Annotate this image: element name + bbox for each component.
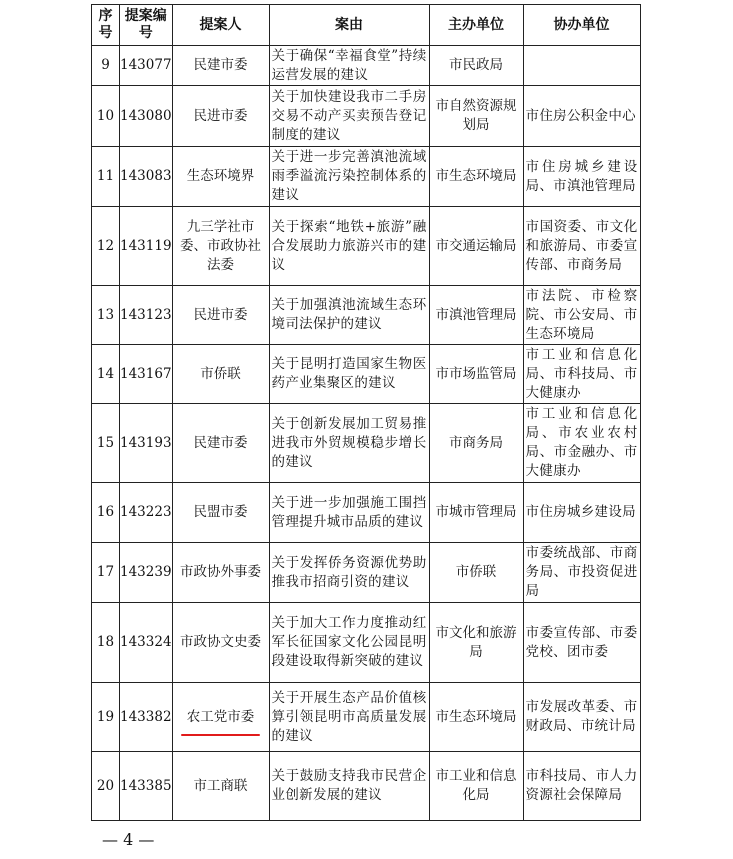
row-proposer: 农工党市委 <box>186 708 255 725</box>
row-subject: 关于加强滇池流域生态环境司法保护的建议 <box>269 286 429 345</box>
table-row <box>92 483 641 543</box>
table-row <box>92 207 641 286</box>
table-row <box>92 286 641 345</box>
row-co-unit: 市工业和信息化局、市科技局、市大健康办 <box>523 345 640 404</box>
row-serial-number: 16 <box>92 483 120 543</box>
row-host-unit: 市交通运输局 <box>429 207 523 286</box>
row-subject: 关于鼓励支持我市民营企业创新发展的建议 <box>269 752 429 821</box>
row-subject: 关于探索“地铁+旅游”融合发展助力旅游兴市的建议 <box>269 207 429 286</box>
row-proposal-code: 143080 <box>120 86 173 147</box>
row-proposer: 民建市委 <box>172 46 269 86</box>
row-subject: 关于昆明打造国家生物医药产业集聚区的建议 <box>269 345 429 404</box>
row-subject: 关于开展生态产品价值核算引领昆明市高质量发展的建议 <box>269 683 429 752</box>
row-co-unit: 市国资委、市文化和旅游局、市委宣传部、市商务局 <box>523 207 640 286</box>
table-row <box>92 86 641 147</box>
row-serial-number: 15 <box>92 404 120 483</box>
row-proposal-code: 143223 <box>120 483 173 543</box>
row-host-unit: 市文化和旅游局 <box>429 603 523 683</box>
row-co-unit: 市委统战部、市商务局、市投资促进局 <box>523 543 640 603</box>
row-co-unit: 市工业和信息化局、市农业农村局、市金融办、市大健康办 <box>523 404 640 483</box>
row-host-unit: 市生态环境局 <box>429 147 523 207</box>
header-co-unit: 协办单位 <box>523 5 640 46</box>
row-serial-number: 14 <box>92 345 120 404</box>
table-row <box>92 543 641 603</box>
header-subject: 案由 <box>269 5 429 46</box>
row-proposer: 民建市委 <box>172 404 269 483</box>
header-host-unit: 主办单位 <box>429 5 523 46</box>
row-co-unit <box>523 46 640 86</box>
row-proposal-code: 143193 <box>120 404 173 483</box>
row-serial-number: 9 <box>92 46 120 86</box>
row-host-unit: 市民政局 <box>429 46 523 86</box>
table-row <box>92 147 641 207</box>
row-subject: 关于确保“幸福食堂”持续运营发展的建议 <box>269 46 429 86</box>
row-proposer: 市侨联 <box>172 345 269 404</box>
row-proposer: 市政协文史委 <box>172 603 269 683</box>
row-proposal-code: 143385 <box>120 752 173 821</box>
row-host-unit: 市滇池管理局 <box>429 286 523 345</box>
row-serial-number: 10 <box>92 86 120 147</box>
row-subject: 关于加大工作力度推动红军长征国家文化公园昆明段建设取得新突破的建议 <box>269 603 429 683</box>
row-proposal-code: 143077 <box>120 46 173 86</box>
row-proposal-code: 143239 <box>120 543 173 603</box>
row-host-unit: 市侨联 <box>429 543 523 603</box>
table-row <box>92 603 641 683</box>
row-proposer: 生态环境界 <box>172 147 269 207</box>
row-proposer-cell <box>172 683 269 752</box>
header-proposer: 提案人 <box>172 5 269 46</box>
header-proposal-code: 提案编号 <box>120 5 173 46</box>
row-co-unit: 市住房城乡建设局 <box>523 483 640 543</box>
proposal-table <box>91 4 641 821</box>
row-co-unit: 市住房公积金中心 <box>523 86 640 147</box>
row-serial-number: 13 <box>92 286 120 345</box>
row-proposal-code: 143167 <box>120 345 173 404</box>
row-proposal-code: 143083 <box>120 147 173 207</box>
underlined-proposer <box>187 708 255 727</box>
table-header-row <box>92 5 641 46</box>
red-underline-mark <box>181 734 261 736</box>
header-serial-number: 序号 <box>92 5 120 46</box>
row-proposer: 民进市委 <box>172 286 269 345</box>
table-row <box>92 404 641 483</box>
row-co-unit: 市住房城乡建设局、市滇池管理局 <box>523 147 640 207</box>
row-co-unit: 市法院、市检察院、市公安局、市生态环境局 <box>523 286 640 345</box>
row-co-unit: 市发展改革委、市财政局、市统计局 <box>523 683 640 752</box>
row-subject: 关于加快建设我市二手房交易不动产买卖预告登记制度的建议 <box>269 86 429 147</box>
row-proposal-code: 143324 <box>120 603 173 683</box>
row-proposer: 九三学社市委、市政协社法委 <box>172 207 269 286</box>
row-host-unit: 市自然资源规划局 <box>429 86 523 147</box>
row-serial-number: 12 <box>92 207 120 286</box>
row-proposal-code: 143119 <box>120 207 173 286</box>
row-serial-number: 20 <box>92 752 120 821</box>
row-serial-number: 18 <box>92 603 120 683</box>
row-serial-number: 17 <box>92 543 120 603</box>
row-host-unit: 市商务局 <box>429 404 523 483</box>
row-co-unit: 市科技局、市人力资源社会保障局 <box>523 752 640 821</box>
page-number: — 4 — <box>102 830 155 849</box>
row-subject: 关于发挥侨务资源优势助推我市招商引资的建议 <box>269 543 429 603</box>
row-serial-number: 11 <box>92 147 120 207</box>
row-subject: 关于进一步完善滇池流域雨季溢流污染控制体系的建议 <box>269 147 429 207</box>
row-host-unit: 市工业和信息化局 <box>429 752 523 821</box>
row-proposer: 市工商联 <box>172 752 269 821</box>
row-serial-number: 19 <box>92 683 120 752</box>
row-proposer: 市政协外事委 <box>172 543 269 603</box>
row-subject: 关于进一步加强施工围挡管理提升城市品质的建议 <box>269 483 429 543</box>
row-host-unit: 市城市管理局 <box>429 483 523 543</box>
row-subject: 关于创新发展加工贸易推进我市外贸规模稳步增长的建议 <box>269 404 429 483</box>
table-row <box>92 683 641 752</box>
table-row <box>92 345 641 404</box>
row-co-unit: 市委宣传部、市委党校、团市委 <box>523 603 640 683</box>
table-row <box>92 752 641 821</box>
row-host-unit: 市生态环境局 <box>429 683 523 752</box>
row-host-unit: 市市场监管局 <box>429 345 523 404</box>
row-proposer: 民盟市委 <box>172 483 269 543</box>
row-proposal-code: 143382 <box>120 683 173 752</box>
row-proposal-code: 143123 <box>120 286 173 345</box>
table-row <box>92 46 641 86</box>
row-proposer: 民进市委 <box>172 86 269 147</box>
